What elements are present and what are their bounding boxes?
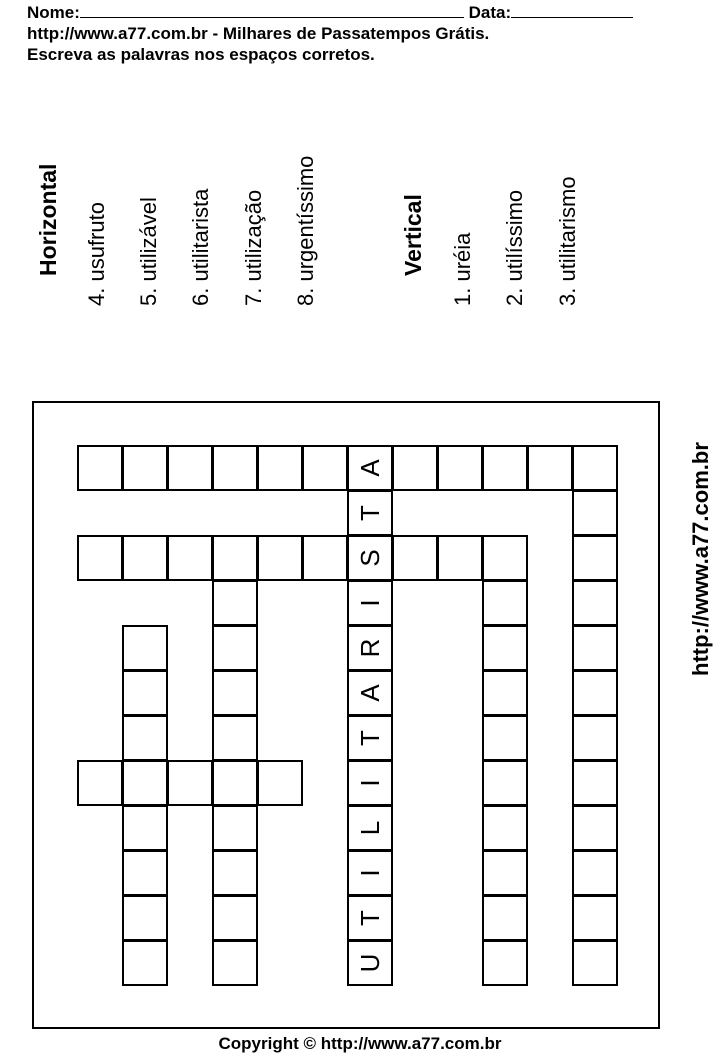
crossword-cell[interactable]: [482, 895, 528, 941]
crossword-cell[interactable]: [122, 670, 168, 716]
nome-blank[interactable]: [80, 3, 464, 18]
nome-label: Nome:: [27, 3, 80, 22]
crossword-cell[interactable]: [572, 805, 618, 851]
crossword-cell[interactable]: [572, 715, 618, 761]
crossword-cell[interactable]: [167, 760, 213, 806]
crossword-cell[interactable]: [212, 895, 258, 941]
crossword-cell[interactable]: [347, 895, 393, 941]
crossword-cell[interactable]: [482, 670, 528, 716]
crossword-cell[interactable]: [482, 445, 528, 491]
crossword-cell[interactable]: [347, 850, 393, 896]
horizontal-clue: 8. urgentíssimo: [293, 155, 318, 306]
vertical-clue: 1. uréia: [450, 232, 475, 306]
crossword-cell[interactable]: [527, 445, 573, 491]
crossword-cell[interactable]: [347, 490, 393, 536]
crossword-cell[interactable]: [482, 580, 528, 626]
cell-letter: I: [355, 599, 385, 607]
crossword-cell[interactable]: [572, 625, 618, 671]
cell-letter: I: [355, 869, 385, 877]
crossword-cell[interactable]: [257, 760, 303, 806]
crossword-cell[interactable]: [482, 535, 528, 581]
crossword-cell[interactable]: [212, 715, 258, 761]
crossword-cell[interactable]: [212, 670, 258, 716]
horizontal-clue: 5. utilizável: [136, 197, 161, 306]
crossword-cell[interactable]: [257, 535, 303, 581]
crossword-cell[interactable]: [347, 625, 393, 671]
crossword-cell[interactable]: [77, 535, 123, 581]
crossword-cell[interactable]: [482, 715, 528, 761]
crossword-cell[interactable]: [212, 850, 258, 896]
crossword-cell[interactable]: [212, 535, 258, 581]
instruction-line: Escreva as palavras nos espaços corretos.: [27, 45, 375, 64]
cell-letter: T: [355, 730, 385, 746]
horizontal-clue: 4. usufruto: [84, 202, 109, 306]
crossword-cell[interactable]: [122, 760, 168, 806]
crossword-cell[interactable]: [347, 445, 393, 491]
crossword-cell[interactable]: [212, 625, 258, 671]
cell-letter: U: [355, 953, 385, 973]
crossword-cell[interactable]: [482, 805, 528, 851]
crossword-cell[interactable]: [212, 805, 258, 851]
crossword-cell[interactable]: [572, 580, 618, 626]
crossword-cell[interactable]: [122, 940, 168, 986]
cell-letter: T: [355, 505, 385, 521]
crossword-cell[interactable]: [122, 850, 168, 896]
crossword-cell[interactable]: [392, 445, 438, 491]
crossword-cell[interactable]: [437, 535, 483, 581]
crossword-cell[interactable]: [122, 805, 168, 851]
crossword-cell[interactable]: [257, 445, 303, 491]
crossword-cell[interactable]: [347, 670, 393, 716]
crossword-cell[interactable]: [392, 535, 438, 581]
horizontal-clue: 6. utilitarista: [188, 188, 213, 306]
crossword-cell[interactable]: [572, 490, 618, 536]
crossword-cell[interactable]: [122, 535, 168, 581]
crossword-cell[interactable]: [347, 805, 393, 851]
cell-letter: S: [355, 549, 385, 567]
worksheet-header: [27, 2, 633, 65]
crossword-cell[interactable]: [347, 940, 393, 986]
data-blank[interactable]: [511, 3, 633, 18]
cell-letter: T: [355, 910, 385, 926]
crossword-cell[interactable]: [572, 940, 618, 986]
crossword-cell[interactable]: [572, 535, 618, 581]
crossword-cell[interactable]: [212, 760, 258, 806]
crossword-cell[interactable]: [77, 760, 123, 806]
crossword-cell[interactable]: [122, 445, 168, 491]
crossword-cell[interactable]: [572, 895, 618, 941]
data-label: Data:: [468, 3, 512, 22]
crossword-cell[interactable]: [437, 445, 483, 491]
vertical-clue: 2. utilíssimo: [502, 189, 527, 306]
crossword-cell[interactable]: [482, 940, 528, 986]
side-url: http://www.a77.com.br: [688, 442, 713, 676]
crossword-cell[interactable]: [122, 895, 168, 941]
crossword-cell[interactable]: [167, 445, 213, 491]
crossword-cell[interactable]: [347, 760, 393, 806]
cell-letter: A: [355, 684, 385, 702]
cell-letter: I: [355, 779, 385, 787]
copyright-footer: Copyright © http://www.a77.com.br: [218, 1034, 502, 1053]
crossword-cell[interactable]: [212, 580, 258, 626]
crossword-cell[interactable]: [572, 445, 618, 491]
cell-letter: A: [355, 459, 385, 477]
crossword-cell[interactable]: [347, 580, 393, 626]
site-line: http://www.a77.com.br - Milhares de Passatempos Grátis.: [27, 24, 490, 43]
crossword-cell[interactable]: [212, 445, 258, 491]
crossword-cell[interactable]: [482, 850, 528, 896]
crossword-cell[interactable]: [122, 625, 168, 671]
crossword-cell[interactable]: [77, 445, 123, 491]
crossword-cell[interactable]: [212, 940, 258, 986]
crossword-cell[interactable]: [572, 670, 618, 716]
crossword-cell[interactable]: [482, 760, 528, 806]
crossword-cell[interactable]: [482, 625, 528, 671]
crossword-cell[interactable]: [302, 445, 348, 491]
crossword-cell[interactable]: [167, 535, 213, 581]
cell-letter: L: [355, 820, 385, 836]
crossword-cell[interactable]: [572, 760, 618, 806]
crossword-cell[interactable]: [347, 715, 393, 761]
crossword-cell[interactable]: [347, 535, 393, 581]
cell-letter: R: [355, 638, 385, 658]
crossword-cell[interactable]: [122, 715, 168, 761]
name-date-line: [27, 2, 633, 23]
vertical-title: Vertical: [400, 194, 426, 276]
horizontal-clue: 7. utilização: [241, 189, 266, 306]
crossword-cell[interactable]: [302, 535, 348, 581]
horizontal-title: Horizontal: [35, 163, 61, 276]
vertical-clue: 3. utilitarismo: [555, 176, 580, 306]
crossword-cell[interactable]: [572, 850, 618, 896]
